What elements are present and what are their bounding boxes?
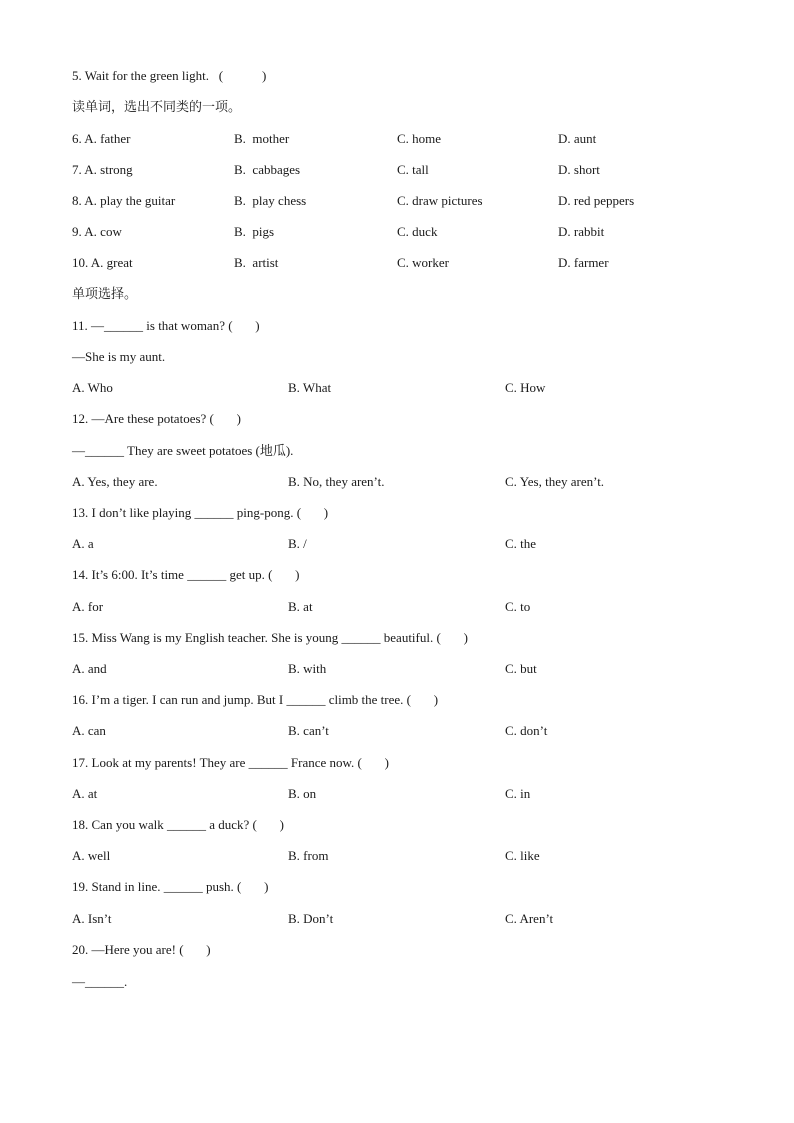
option-c: C. duck	[397, 224, 438, 239]
option-a: 7. A. strong	[72, 162, 133, 177]
question-5: 5. Wait for the green light. ( )	[72, 68, 267, 83]
option-a: A. a	[72, 536, 94, 551]
section-heading-single-choice: 单项选择。	[72, 287, 138, 302]
option-b: B. artist	[234, 255, 279, 270]
option-a: 8. A. play the guitar	[72, 193, 176, 208]
option-c: C. home	[397, 131, 442, 146]
question-19-options	[72, 909, 754, 929]
option-a: 9. A. cow	[72, 224, 122, 239]
option-c: C. worker	[397, 255, 449, 270]
option-b: B. at	[288, 599, 313, 614]
option-d: D. rabbit	[558, 224, 605, 239]
option-c: C. like	[505, 848, 540, 863]
option-c: C. How	[505, 380, 546, 395]
option-b: B. What	[288, 380, 332, 395]
question-18-options	[72, 846, 754, 866]
option-c: C. draw pictures	[397, 193, 483, 208]
question-9	[72, 222, 754, 242]
option-b: B. can’t	[288, 723, 329, 738]
question-12: 12. —Are these potatoes? ( )	[72, 411, 241, 426]
option-c: C. Aren’t	[505, 911, 554, 926]
question-16-options	[72, 721, 754, 741]
option-c: C. Yes, they aren’t.	[505, 474, 605, 489]
question-18: 18. Can you walk ______ a duck? ( )	[72, 817, 284, 832]
option-b: B. with	[288, 661, 327, 676]
option-d: D. red peppers	[558, 193, 635, 208]
option-a: 10. A. great	[72, 255, 133, 270]
question-14: 14. It’s 6:00. It’s time ______ get up. ( )	[72, 567, 300, 582]
option-a: A. and	[72, 661, 107, 676]
option-b: B. mother	[234, 131, 290, 146]
question-10	[72, 253, 754, 273]
option-b: B. play chess	[234, 193, 307, 208]
option-a: 6. A. father	[72, 131, 131, 146]
option-b: B. pigs	[234, 224, 275, 239]
question-15: 15. Miss Wang is my English teacher. She is young ______ beautiful. ( )	[72, 630, 468, 645]
question-13: 13. I don’t like playing ______ ping-pong. ( )	[72, 505, 329, 520]
question-12-response: —______ They are sweet potatoes (地瓜).	[72, 443, 294, 458]
question-6	[72, 129, 754, 149]
option-a: A. Yes, they are.	[72, 474, 158, 489]
option-a: A. Isn’t	[72, 911, 112, 926]
option-a: A. at	[72, 786, 98, 801]
option-c: C. but	[505, 661, 537, 676]
option-b: B. No, they aren’t.	[288, 474, 385, 489]
question-20: 20. —Here you are! ( )	[72, 942, 211, 957]
question-17-options	[72, 784, 754, 804]
option-d: D. short	[558, 162, 600, 177]
question-13-options	[72, 534, 754, 554]
question-12-options	[72, 472, 754, 492]
option-d: D. farmer	[558, 255, 609, 270]
question-17: 17. Look at my parents! They are ______ France now. ( )	[72, 755, 389, 770]
question-8	[72, 191, 754, 211]
question-15-options	[72, 659, 754, 679]
option-a: A. for	[72, 599, 104, 614]
option-a: A. can	[72, 723, 106, 738]
question-14-options	[72, 597, 754, 617]
question-11-response: —She is my aunt.	[72, 349, 166, 364]
question-7	[72, 160, 754, 180]
option-b: B. from	[288, 848, 329, 863]
question-20-response: —______.	[72, 974, 128, 989]
option-d: D. aunt	[558, 131, 597, 146]
question-11: 11. —______ is that woman? ( )	[72, 318, 260, 333]
option-c: C. don’t	[505, 723, 548, 738]
option-b: B. Don’t	[288, 911, 334, 926]
option-a: A. Who	[72, 380, 113, 395]
section-heading-odd-one-out: 读单词，选出不同类的一项。	[72, 100, 242, 115]
option-b: B. cabbages	[234, 162, 301, 177]
option-c: C. in	[505, 786, 531, 801]
question-11-options	[72, 378, 754, 398]
option-a: A. well	[72, 848, 111, 863]
option-c: C. tall	[397, 162, 429, 177]
option-b: B. on	[288, 786, 317, 801]
question-19: 19. Stand in line. ______ push. ( )	[72, 879, 269, 894]
option-c: C. the	[505, 536, 537, 551]
option-b: B. /	[288, 536, 307, 551]
question-16: 16. I’m a tiger. I can run and jump. But I ______ climb the tree. ( )	[72, 692, 439, 707]
option-c: C. to	[505, 599, 531, 614]
